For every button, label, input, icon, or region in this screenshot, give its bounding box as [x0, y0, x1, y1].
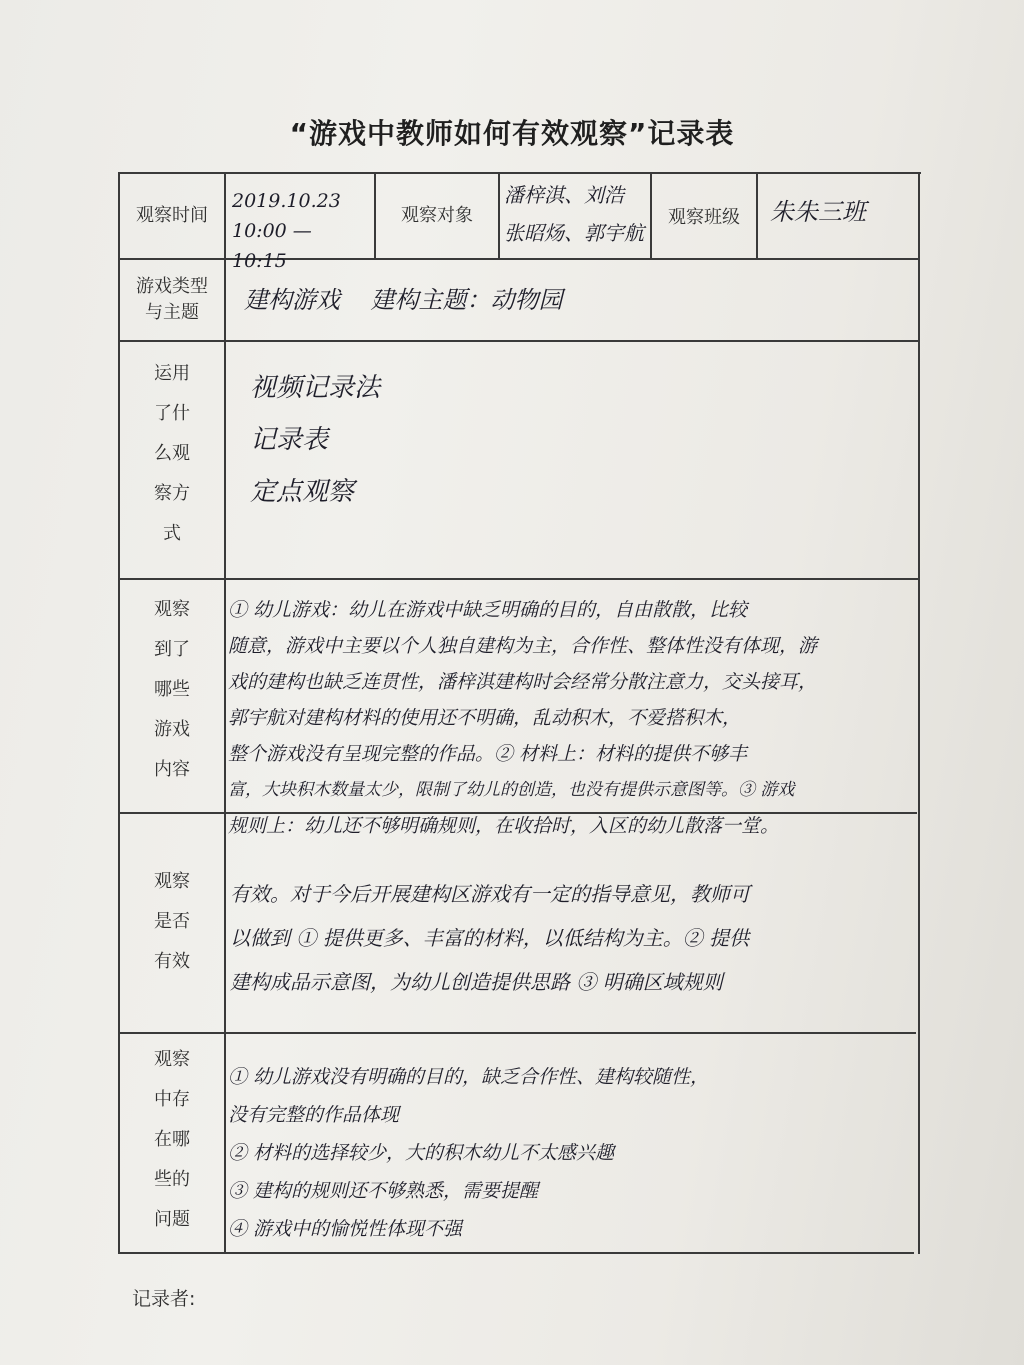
problems-label-line4: 些的	[154, 1169, 190, 1190]
target-children-line1: 潘梓淇、刘浩	[504, 183, 624, 207]
methods-value	[250, 362, 890, 518]
row-divider-3	[118, 578, 918, 580]
methods-label	[120, 354, 224, 554]
content-label-line5: 内容	[154, 759, 190, 780]
content-line: 戏的建构也缺乏连贯性，潘梓淇建构时会经常分散注意力，交头接耳，	[228, 671, 818, 693]
effectiveness-value	[230, 872, 910, 1004]
observation-time-value	[232, 186, 372, 276]
effectiveness-label	[120, 862, 224, 982]
content-label-line1: 观察	[154, 599, 190, 620]
observation-class-value: 朱朱三班	[770, 198, 866, 226]
observation-target-value	[504, 176, 650, 252]
table-border-bottom	[118, 1252, 914, 1254]
observation-class-label: 观察班级	[668, 207, 740, 228]
problems-label-line1: 观察	[154, 1049, 190, 1070]
game-type-label-line1: 游戏类型	[136, 276, 208, 297]
observation-duration: 10:00 — 10:15	[232, 220, 312, 272]
effectiveness-label-line2: 是否	[154, 911, 190, 932]
problem-line: ④ 游戏中的愉悦性体现不强	[228, 1218, 463, 1240]
problem-line: ② 材料的选择较少，大的积木幼儿不太感兴趣	[228, 1142, 615, 1164]
effectiveness-line: 有效。对于今后开展建构区游戏有一定的指导意见，教师可	[230, 882, 750, 906]
content-line: 郭宇航对建构材料的使用还不明确，乱动积木，不爱搭积木，	[228, 707, 742, 729]
content-line: 富，大块积木数量太少，限制了幼儿的创造，也没有提供示意图等。③ 游戏	[228, 780, 795, 800]
method-item: 记录表	[250, 425, 329, 455]
problem-line: 没有完整的作品体现	[228, 1104, 400, 1126]
game-type-label-line2: 与主题	[145, 302, 199, 323]
game-type-value: 建构游戏 建构主题：动物园	[244, 286, 563, 314]
methods-label-line5: 式	[163, 523, 181, 544]
table-border-top	[118, 172, 921, 174]
problems-label	[120, 1040, 224, 1240]
table-border-right	[918, 172, 920, 1254]
content-value	[228, 592, 912, 844]
problem-line: ③ 建构的规则还不够熟悉，需要提醒	[228, 1180, 539, 1202]
content-label-line4: 游戏	[154, 719, 190, 740]
content-line: 随意，游戏中主要以个人独自建构为主，合作性、整体性没有体现，游	[228, 635, 818, 657]
problem-line: ① 幼儿游戏没有明确的目的，缺乏合作性、建构较随性，	[228, 1066, 710, 1088]
game-type-label	[120, 274, 224, 326]
effectiveness-label-line1: 观察	[154, 871, 190, 892]
content-line: ① 幼儿游戏：幼儿在游戏中缺乏明确的目的，自由散散，比较	[228, 599, 748, 621]
methods-label-line3: 么观	[154, 443, 190, 464]
target-children-line2: 张昭炀、郭宇航	[504, 221, 644, 245]
content-line: 规则上：幼儿还不够明确规则，在收拾时，入区的幼儿散落一堂。	[228, 815, 780, 837]
form-title: “游戏中教师如何有效观察”记录表	[289, 117, 735, 150]
method-item: 定点观察	[250, 477, 355, 507]
row1-divider-b	[498, 172, 500, 260]
row1-divider-d	[756, 172, 758, 260]
effectiveness-line: 建构成品示意图，为幼儿创造提供思路 ③ 明确区域规则	[230, 970, 723, 994]
content-line: 整个游戏没有呈现完整的作品。② 材料上：材料的提供不够丰	[228, 743, 748, 765]
methods-label-line1: 运用	[154, 363, 190, 384]
problems-value	[228, 1058, 908, 1248]
observation-time-label: 观察时间	[136, 205, 208, 226]
effectiveness-line: 以做到 ① 提供更多、丰富的材料，以低结构为主。② 提供	[230, 926, 750, 950]
methods-label-line2: 了什	[154, 403, 190, 424]
row-divider-2	[118, 340, 919, 342]
observation-target-label: 观察对象	[401, 205, 473, 226]
content-label	[120, 590, 224, 790]
problems-label-line2: 中存	[154, 1089, 190, 1110]
content-label-line3: 哪些	[154, 679, 190, 700]
recorder-label: 记录者:	[132, 1288, 196, 1310]
observation-date: 2019.10.23	[232, 190, 341, 212]
methods-label-line4: 察方	[154, 483, 190, 504]
row-divider-5	[118, 1032, 916, 1034]
problems-label-line5: 问题	[154, 1209, 190, 1230]
problems-label-line3: 在哪	[154, 1129, 190, 1150]
method-item: 视频记录法	[250, 373, 381, 403]
label-column-divider	[224, 172, 226, 1254]
effectiveness-label-line3: 有效	[154, 951, 190, 972]
content-label-line2: 到了	[154, 639, 190, 660]
